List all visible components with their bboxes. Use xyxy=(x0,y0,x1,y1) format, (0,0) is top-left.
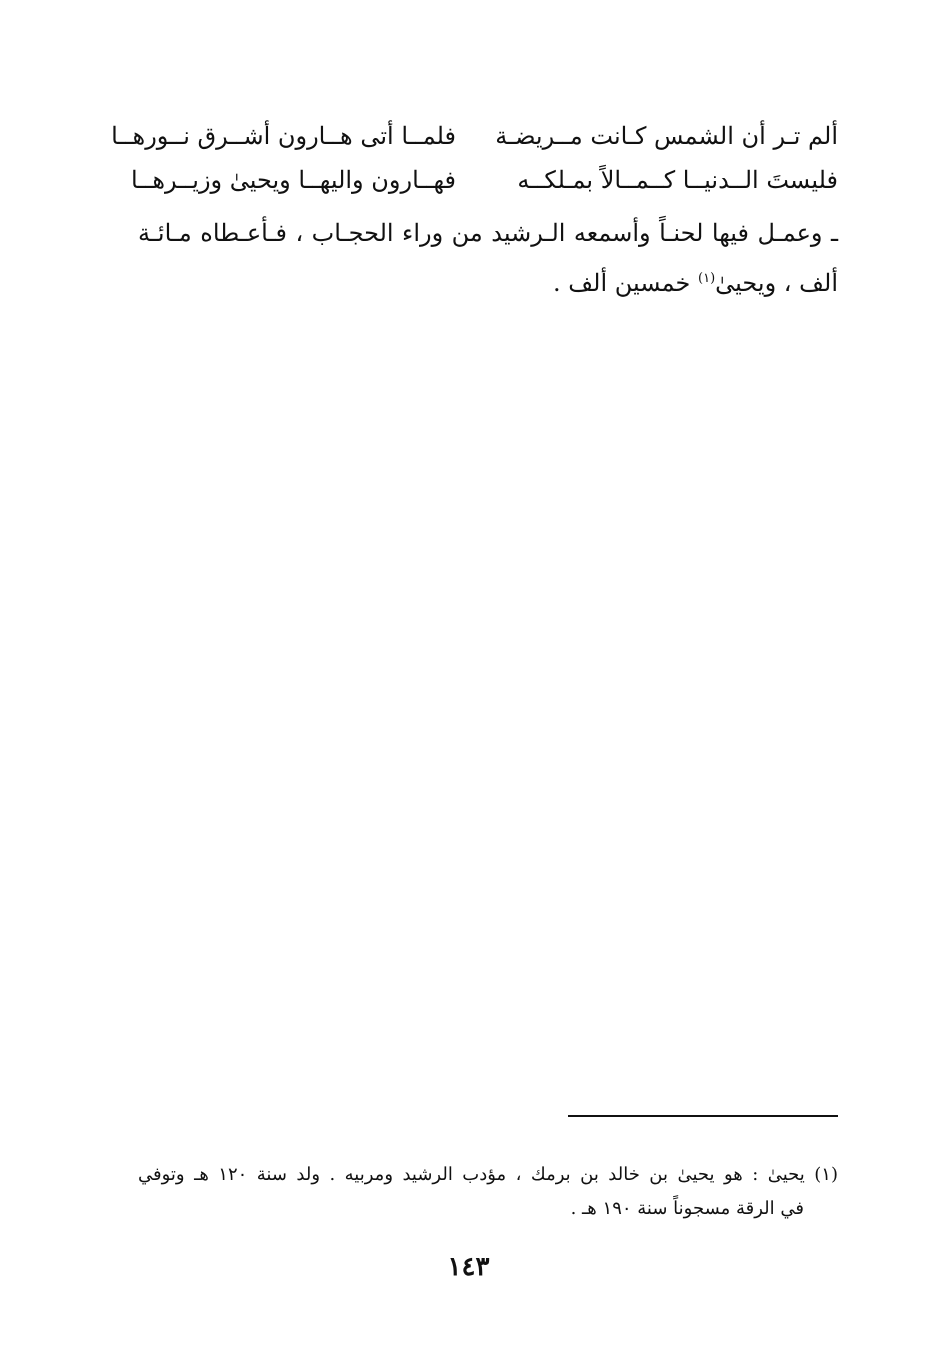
page-number: ١٤٣ xyxy=(447,1252,490,1282)
prose-line-2 xyxy=(138,256,838,306)
verse-2-first-hemistich: فليستَ الــدنيــا كــمــالاً بمـلكــه xyxy=(517,166,838,194)
prose-paragraph xyxy=(138,210,838,306)
poem-verses xyxy=(111,114,838,202)
prose-line-2-start: ألف ، ويحيىٰ xyxy=(715,269,838,297)
verse-line-1 xyxy=(111,114,838,158)
footnote-line-1: (١) يحيىٰ : هو يحيىٰ بن خالد بن برمك ، مؤدب الرشيد ومربيه . ولد سنة ١٢٠ هـ وتوفي xyxy=(138,1164,838,1185)
footnote-line-2: في الرقة مسجوناً سنة ١٩٠ هـ . xyxy=(570,1198,804,1219)
footnote-reference: (١) xyxy=(698,271,716,286)
verse-1-first-hemistich: ألم تـر أن الشمس كـانت مــريضـة xyxy=(495,122,838,150)
prose-line-1: ـ وعمـل فيها لحنـاً وأسمعه الـرشيد من وراء الحجـاب ، فـأعـطاه مـائـة xyxy=(138,219,838,247)
verse-line-2 xyxy=(130,158,838,202)
verse-1-second-hemistich: فلمــا أتى هــارون أشــرق نــورهــا xyxy=(111,122,456,150)
footnote-separator xyxy=(568,1115,838,1117)
footnote xyxy=(138,1158,838,1226)
prose-line-2-end: خمسين ألف . xyxy=(553,269,699,297)
verse-2-second-hemistich: فهــارون واليهــا ويحيىٰ وزيــرهــا xyxy=(130,166,456,194)
